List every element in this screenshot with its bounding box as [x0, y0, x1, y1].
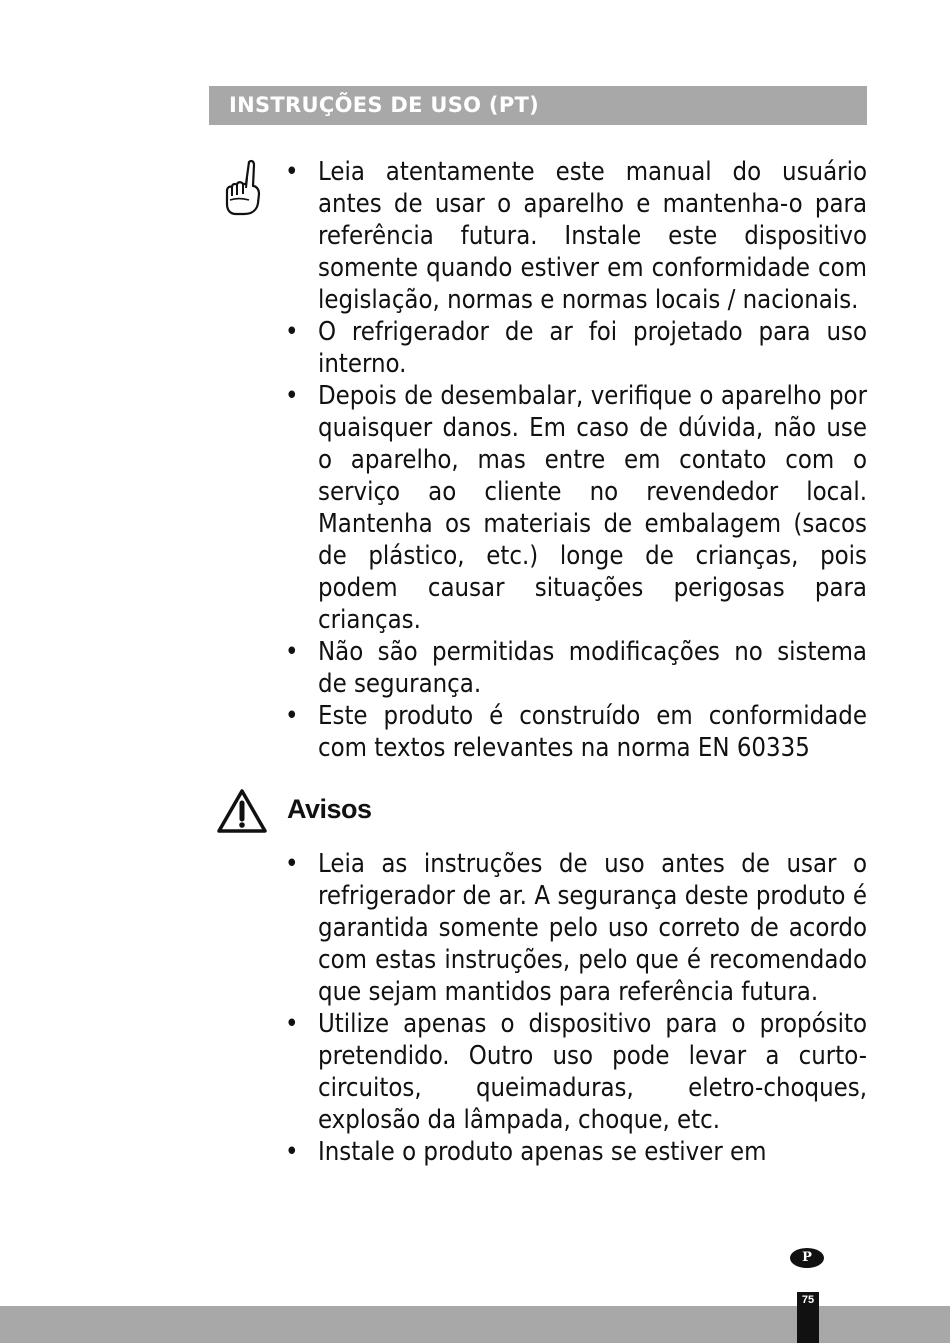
language-badge: P: [790, 1248, 824, 1268]
section-header: INSTRUÇÕES DE USO (PT): [209, 86, 867, 125]
list-item: • Instale o produto apenas se estiver em: [285, 1137, 767, 1167]
warning-icon: [216, 788, 268, 834]
list-item: • Depois de desembalar, verifique o aparelho por quaisquer danos. Em caso de dúvida, não use o aparelho, mas entre em contato com o serviço ao cliente no revendedor local. Mantenha os materiais de embalagem (sacos de plástico, etc.) longe de crianças, pois podem causar situações perigosas para crianças.: [285, 381, 867, 635]
warnings-title: Avisos: [287, 794, 372, 824]
page-number: 75: [797, 1292, 819, 1343]
list-item: • Utilize apenas o dispositivo para o propósito pretendido. Outro uso pode levar a curto-circuitos, queimaduras, eletro-choques, explosão da lâmpada, choque, etc.: [285, 1009, 867, 1135]
list-item: • Não são permitidas modificações no sistema de segurança.: [285, 637, 867, 699]
list-item: • Leia atentamente este manual do usuário antes de usar o aparelho e mantenha-o para referência futura. Instale este dispositivo somente quando estiver em conformidade com legislação, normas e normas locais / nacionais.: [285, 157, 867, 315]
pointing-hand-icon: [222, 158, 262, 216]
warnings-list: [285, 848, 867, 1168]
list-item: • Leia as instruções de uso antes de usar o refrigerador de ar. A segurança deste produto é garantida somente pelo uso correto de acordo com estas instruções, pelo que é recomendado que sejam mantidos para referência futura.: [285, 849, 867, 1007]
instructions-list: [285, 156, 867, 764]
list-item: • O refrigerador de ar foi projetado para uso interno.: [285, 317, 867, 379]
list-item: • Este produto é construído em conformidade com textos relevantes na norma EN 60335: [285, 701, 867, 763]
